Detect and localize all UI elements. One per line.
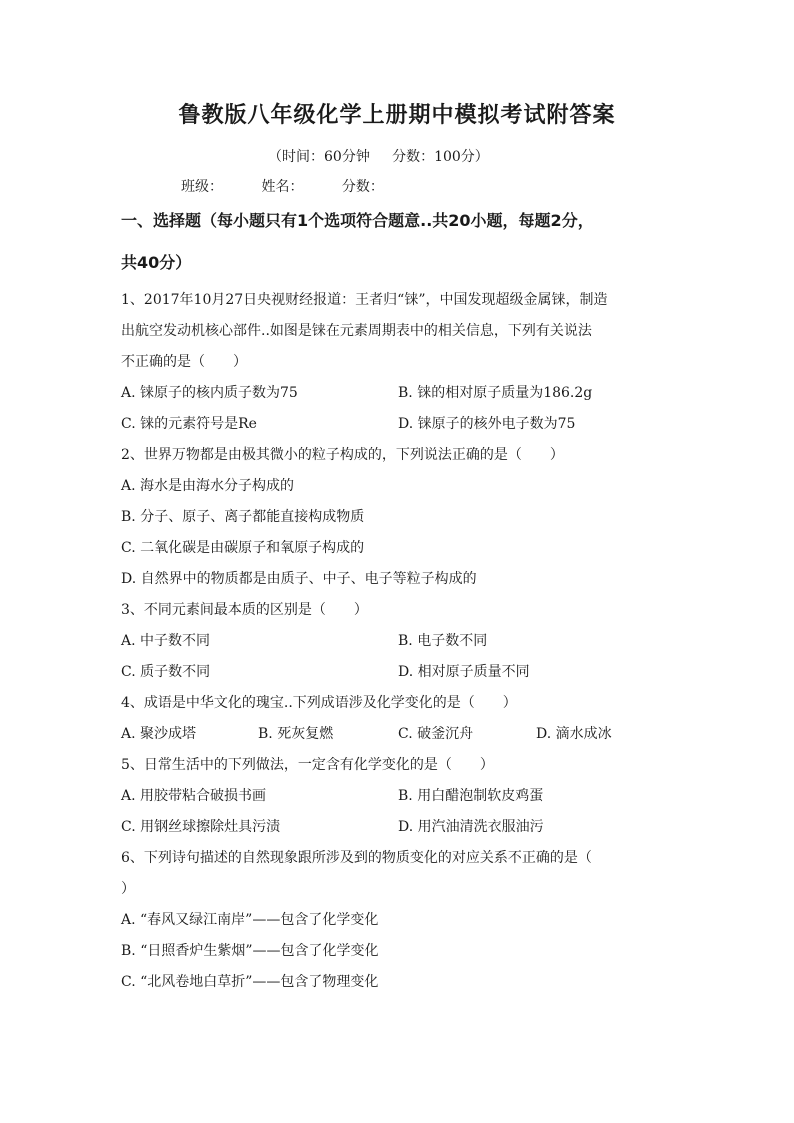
question-3-stem: 3、不同元素间最本质的区别是（ ） — [121, 602, 368, 618]
page-title: 鲁教版八年级化学上册期中模拟考试附答案 — [178, 103, 616, 128]
question-3-option-b: B. 电子数不同 — [398, 633, 488, 649]
exam-time-score: （时间：60分钟 分数：100分） — [268, 149, 489, 165]
question-1-option-c: C. 铼的元素符号是Re — [121, 416, 257, 432]
score-label: 分数： — [341, 179, 384, 195]
question-4-stem: 4、成语是中华文化的瑰宝..下列成语涉及化学变化的是（ ） — [121, 695, 517, 711]
question-1-stem-line-2: 出航空发动机核心部件..如图是铼在元素周期表中的相关信息，下列有关说法 — [121, 323, 592, 339]
question-1-option-a: A. 铼原子的核内质子数为75 — [121, 385, 298, 401]
name-label: 姓名： — [261, 179, 304, 195]
question-1-stem-line-1: 1、2017年10月27日央视财经报道：王者归“铼”，中国发现超级金属铼，制造 — [121, 292, 608, 308]
question-1-option-b: B. 铼的相对原子质量为186.2g — [398, 385, 593, 401]
question-2-stem: 2、世界万物都是由极其微小的粒子构成的，下列说法正确的是（ ） — [121, 447, 564, 463]
section-heading-line1: 一、选择题（每小题只有1个选项符合题意..共20小题，每题2分， — [121, 211, 594, 230]
question-5-option-a: A. 用胶带粘合破损书画 — [121, 788, 267, 804]
question-3-option-d: D. 相对原子质量不同 — [398, 664, 530, 680]
question-1-option-d: D. 铼原子的核外电子数为75 — [398, 416, 576, 432]
question-5-option-d: D. 用汽油清洗衣服油污 — [398, 819, 544, 835]
question-4-option-b: B. 死灰复燃 — [258, 726, 334, 742]
question-6-stem-line-2: ） — [121, 881, 135, 897]
section-heading-line2: 共40分） — [121, 253, 192, 272]
question-6-option-a: A. “春风又绿江南岸”——包含了化学变化 — [121, 912, 379, 928]
class-label: 班级： — [181, 179, 223, 195]
question-5-option-c: C. 用钢丝球擦除灶具污渍 — [121, 819, 281, 835]
question-2-option-c: C. 二氧化碳是由碳原子和氧原子构成的 — [121, 540, 365, 556]
question-5-option-b: B. 用白醋泡制软皮鸡蛋 — [398, 788, 544, 804]
question-2-option-a: A. 海水是由海水分子构成的 — [121, 478, 295, 494]
question-2-option-b: B. 分子、原子、离子都能直接构成物质 — [121, 509, 365, 525]
question-3-option-a: A. 中子数不同 — [121, 633, 211, 649]
question-6-stem-line-1: 6、下列诗句描述的自然现象跟所涉及到的物质变化的对应关系不正确的是（ — [121, 850, 592, 866]
question-3-option-c: C. 质子数不同 — [121, 664, 211, 680]
question-5-stem: 5、日常生活中的下列做法，一定含有化学变化的是（ ） — [121, 757, 494, 773]
question-2-option-d: D. 自然界中的物质都是由质子、中子、电子等粒子构成的 — [121, 571, 477, 587]
question-1-stem-line-3: 不正确的是（ ） — [121, 354, 247, 370]
question-4-option-d: D. 滴水成冰 — [536, 726, 612, 742]
question-4-option-a: A. 聚沙成塔 — [121, 726, 197, 742]
student-info-row — [181, 176, 384, 196]
question-6-option-c: C. “北风卷地白草折”——包含了物理变化 — [121, 974, 379, 990]
question-6-option-b: B. “日照香炉生紫烟”——包含了化学变化 — [121, 943, 379, 959]
question-4-option-c: C. 破釜沉舟 — [398, 726, 474, 742]
